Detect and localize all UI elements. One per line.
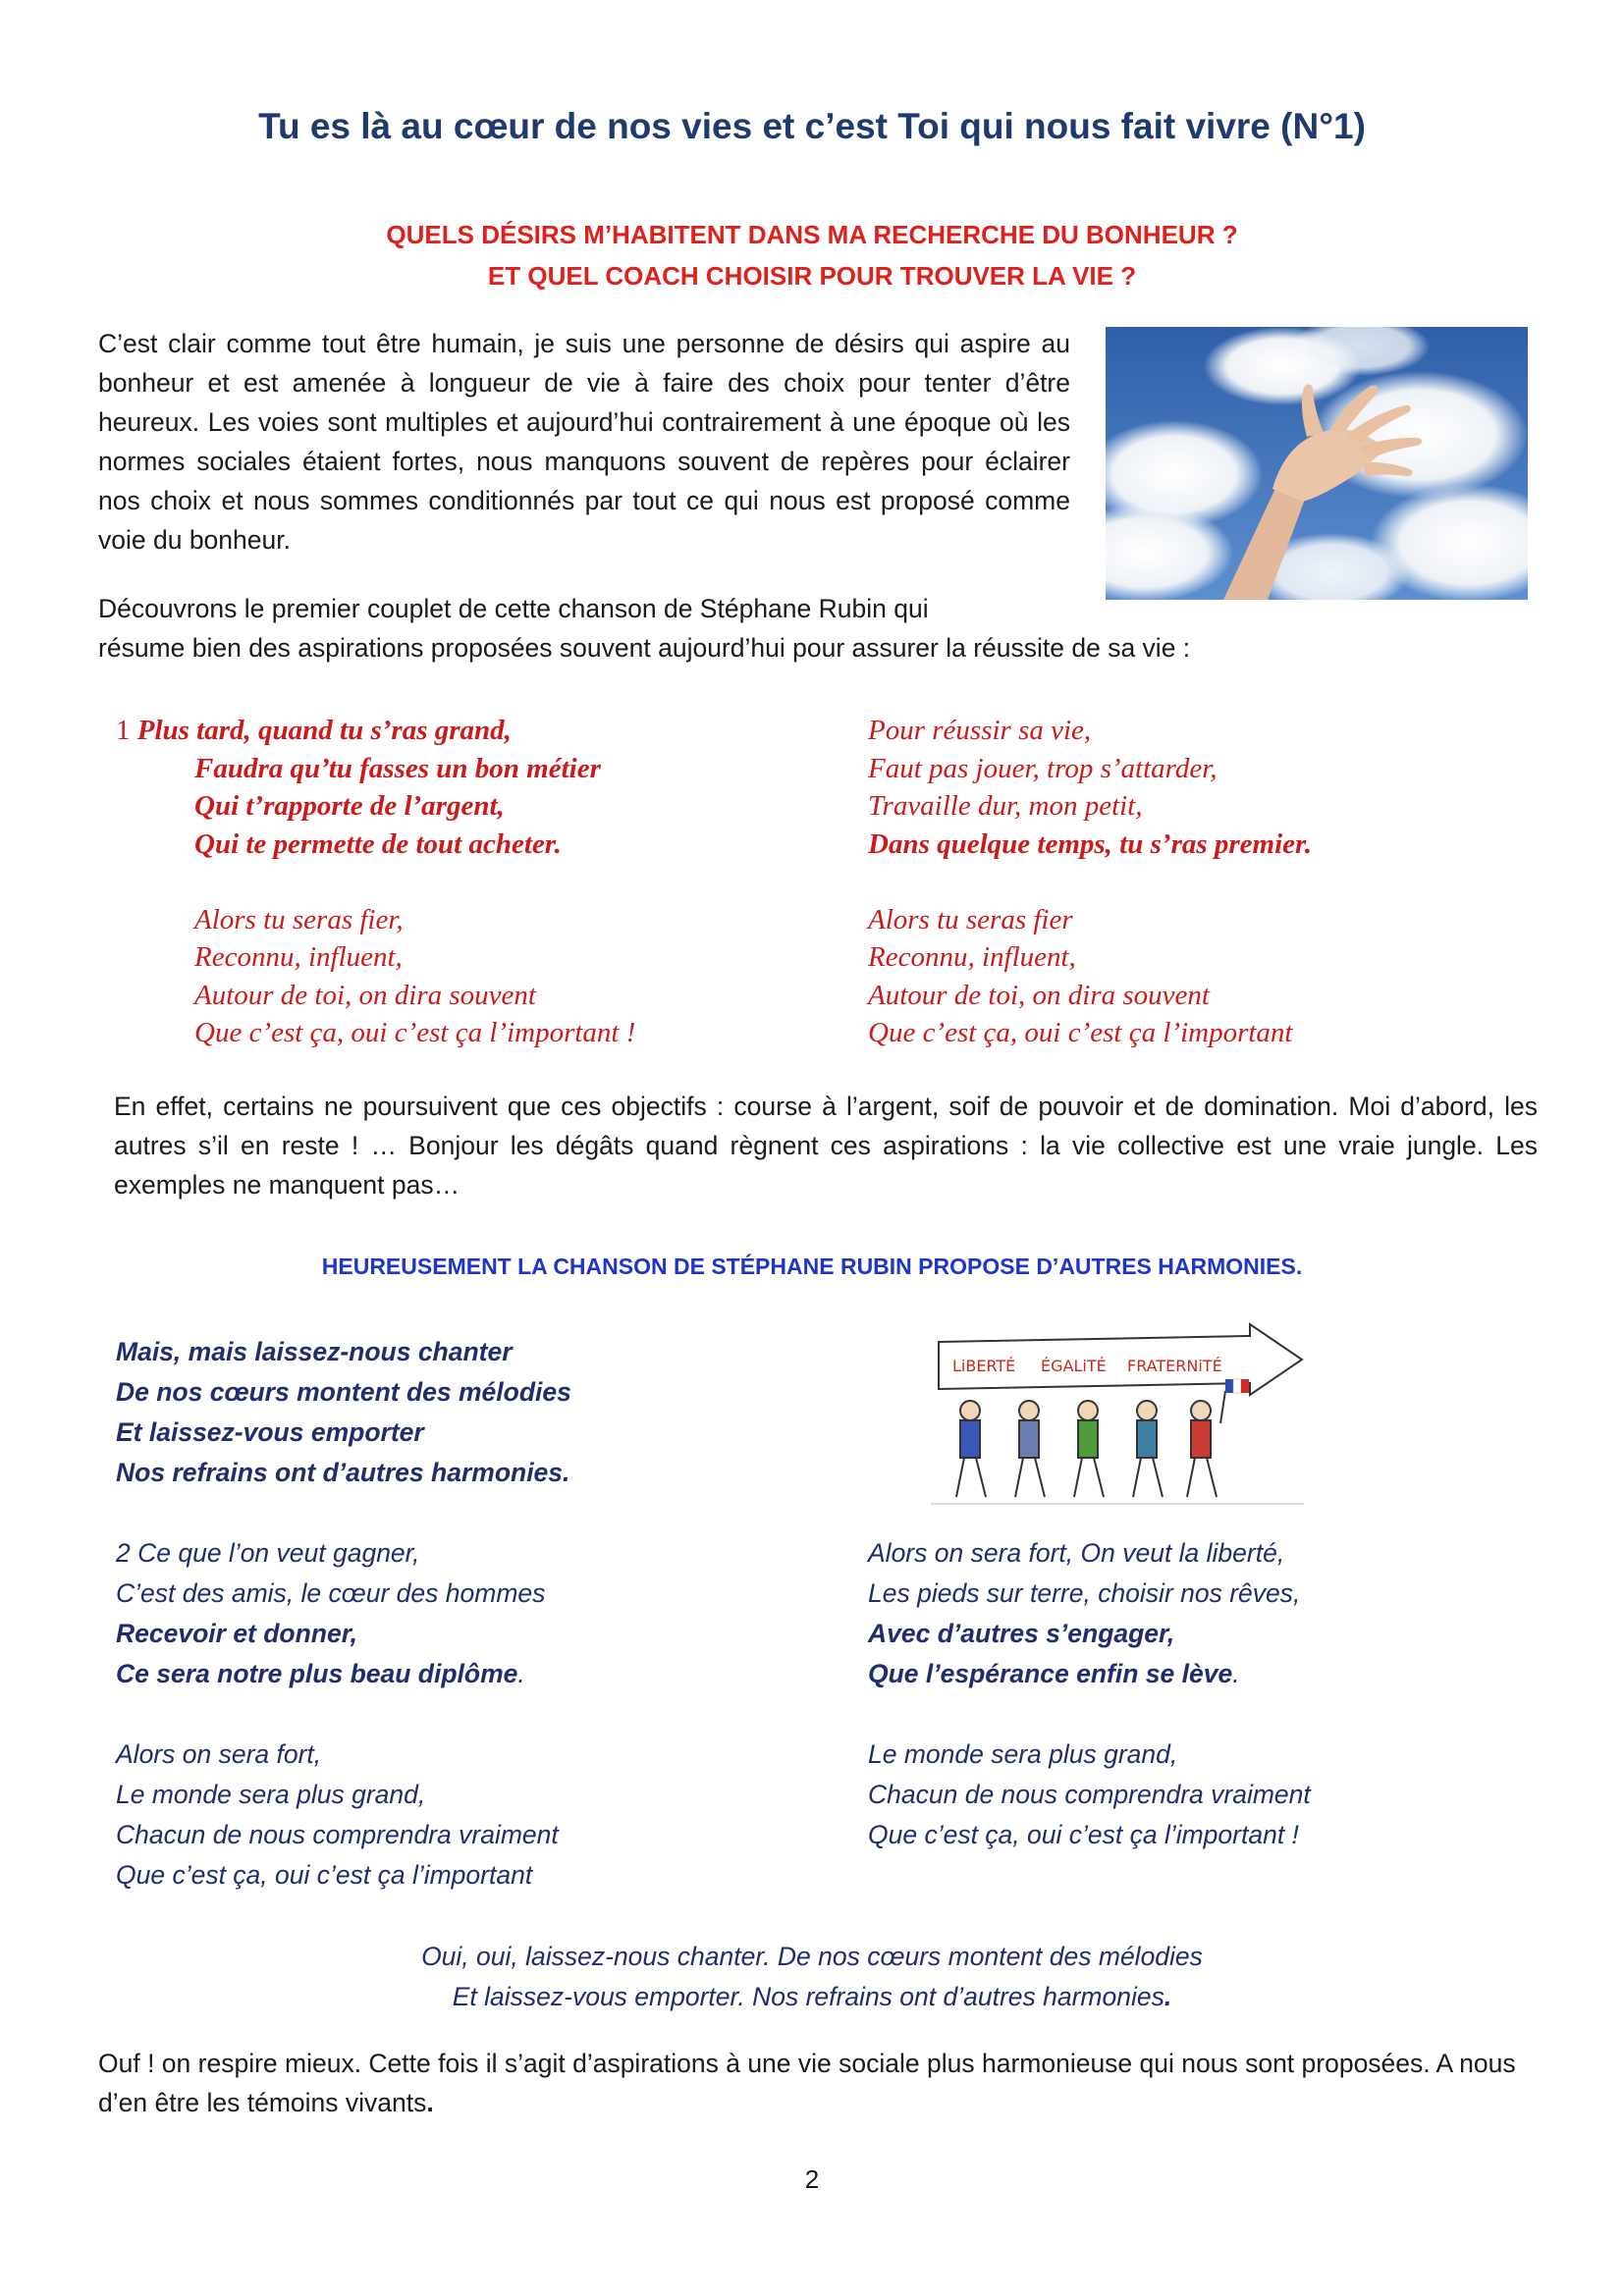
- verse-2-left: [116, 1533, 559, 1896]
- verse-1-line-1: 1 Plus tard, quand tu s’ras grand,: [116, 715, 512, 746]
- verse-1-right-line-1: Pour réussir sa vie,: [868, 715, 1092, 746]
- verse-1-right: [868, 712, 1312, 1052]
- subtitle: [0, 214, 1624, 296]
- verse-2-line-2: C’est des amis, le cœur des hommes: [116, 1578, 546, 1608]
- banner-word-3: FRATERNiTÉ: [1127, 1357, 1222, 1375]
- refrain-line-1: Mais, mais laissez-nous chanter: [116, 1337, 513, 1366]
- verse-1-right-line-2: Faut pas jouer, trop s’attarder,: [868, 752, 1218, 784]
- refrain-line-3: Et laissez-vous emporter: [116, 1417, 424, 1447]
- page-title: Tu es là au cœur de nos vies et c’est Toi qui nous fait vivre (N°1): [258, 106, 1366, 146]
- section-heading: HEUREUSEMENT LA CHANSON DE STÉPHANE RUBIN PROPOSE D’AUTRES HARMONIES.: [321, 1254, 1303, 1279]
- verse-1-right-line-6: Reconnu, influent,: [868, 941, 1076, 973]
- verse-2-line-5: Alors on sera fort,: [116, 1739, 322, 1769]
- refrain-line-2: De nos cœurs montent des mélodies: [116, 1377, 571, 1407]
- verse-2-right-line-2: Les pieds sur terre, choisir nos rêves,: [868, 1578, 1301, 1608]
- verse-2-right-line-4: Que l’espérance enfin se lève.: [868, 1659, 1240, 1688]
- subtitle-line-2: ET QUEL COACH CHOISIR POUR TROUVER LA VIE ?: [487, 261, 1137, 291]
- verse-2-line-7: Chacun de nous comprendra vraiment: [116, 1820, 559, 1849]
- people-carrying-arrow-icon: [931, 1320, 1309, 1512]
- verse-1-line-7: Autour de toi, on dira souvent: [194, 979, 536, 1011]
- refrain-line-4: Nos refrains ont d’autres harmonies.: [116, 1458, 570, 1487]
- verse-1-line-3: Qui t’rapporte de l’argent,: [194, 790, 505, 822]
- verse-2-line-8: Que c’est ça, oui c’est ça l’important: [116, 1860, 533, 1890]
- final-refrain-line-2: Et laissez-vous emporter. Nos refrains ont d’autres harmonies.: [452, 1982, 1172, 2011]
- verse-2-right: [868, 1533, 1311, 1855]
- banner-word-2: ÉGALiTÉ: [1041, 1357, 1107, 1375]
- verse-1-right-line-8: Que c’est ça, oui c’est ça l’important: [868, 1017, 1293, 1048]
- verse-1-line-4: Qui te permette de tout acheter.: [194, 828, 562, 860]
- intro-paragraph: C’est clair comme tout être humain, je suis une personne de désirs qui aspire au bonheur et est amenée à longueur de vie à faire des choix pour tenter d’être heureux. Les voies sont multiples et aujourd’hui contrairement à une époque où les normes sociales étaient fortes, nous manquons souvent de repères pour éclairer nos choix et nous sommes conditionnés par tout ce qui nous est proposé comme voie du bonheur.: [98, 329, 1070, 555]
- hand-sky-photo: [1106, 327, 1528, 600]
- verse-2-right-line-5: Le monde sera plus grand,: [868, 1739, 1178, 1769]
- verse-2-line-1: 2 Ce que l’on veut gagner,: [116, 1538, 420, 1568]
- verse-1-number: 1: [116, 715, 131, 746]
- banner-word-1: LiBERTÉ: [952, 1357, 1016, 1375]
- verse-1-line-5: Alors tu seras fier,: [194, 903, 404, 935]
- verse-1-line-2: Faudra qu’tu fasses un bon métier: [194, 752, 601, 784]
- verse-2-line-6: Le monde sera plus grand,: [116, 1780, 426, 1809]
- verse-2-right-line-6: Chacun de nous comprendra vraiment: [868, 1780, 1311, 1809]
- subtitle-line-1: QUELS DÉSIRS M’HABITENT DANS MA RECHERCHE DU BONHEUR ?: [386, 220, 1238, 249]
- verse-1-left: [116, 712, 635, 1052]
- verse-1-right-line-7: Autour de toi, on dira souvent: [868, 979, 1210, 1011]
- intro-2-line-1: Découvrons le premier couplet de cette chanson de Stéphane Rubin qui: [98, 594, 929, 623]
- conclusion-paragraph: Ouf ! on respire mieux. Cette fois il s’agit d’aspirations à une vie sociale plus harmonieuse qui nous sont proposées. A nous d’en être les témoins vivants.: [98, 2049, 1516, 2117]
- final-refrain: [0, 1937, 1624, 2017]
- refrain: [116, 1332, 571, 1493]
- verse-1-right-line-4: Dans quelque temps, tu s’ras premier.: [868, 828, 1312, 860]
- liberte-illustration: [931, 1320, 1309, 1512]
- intro-2-line-2: résume bien des aspirations proposées souvent aujourd’hui pour assurer la réussite de sa vie :: [98, 633, 1191, 663]
- hand-reaching-sky-icon: [1106, 327, 1528, 600]
- verse-2-right-line-7: Que c’est ça, oui c’est ça l’important !: [868, 1820, 1299, 1849]
- verse-1-right-line-3: Travaille dur, mon petit,: [868, 790, 1143, 822]
- verse-1-line-6: Reconnu, influent,: [194, 941, 403, 973]
- verse-2-line-4: Ce sera notre plus beau diplôme.: [116, 1659, 525, 1688]
- verse-1-right-line-5: Alors tu seras fier: [868, 903, 1073, 935]
- final-refrain-line-1: Oui, oui, laissez-nous chanter. De nos cœurs montent des mélodies: [421, 1942, 1203, 1971]
- verse-2-right-line-1: Alors on sera fort, On veut la liberté,: [868, 1538, 1285, 1568]
- commentary-paragraph: En effet, certains ne poursuivent que ces objectifs : course à l’argent, soif de pouvoir et de domination. Moi d’abord, les autres s’il en reste ! … Bonjour les dégâts quand règnent ces aspirations : la vie collective est une vraie jungle. Les exemples ne manquent pas…: [114, 1092, 1538, 1200]
- intro-paragraph-2: [98, 589, 1532, 667]
- verse-1-line-8: Que c’est ça, oui c’est ça l’important !: [194, 1017, 636, 1048]
- verse-2-line-3: Recevoir et donner,: [116, 1619, 357, 1648]
- verse-2-right-line-3: Avec d’autres s’engager,: [868, 1619, 1175, 1648]
- page-number: 2: [804, 2164, 820, 2194]
